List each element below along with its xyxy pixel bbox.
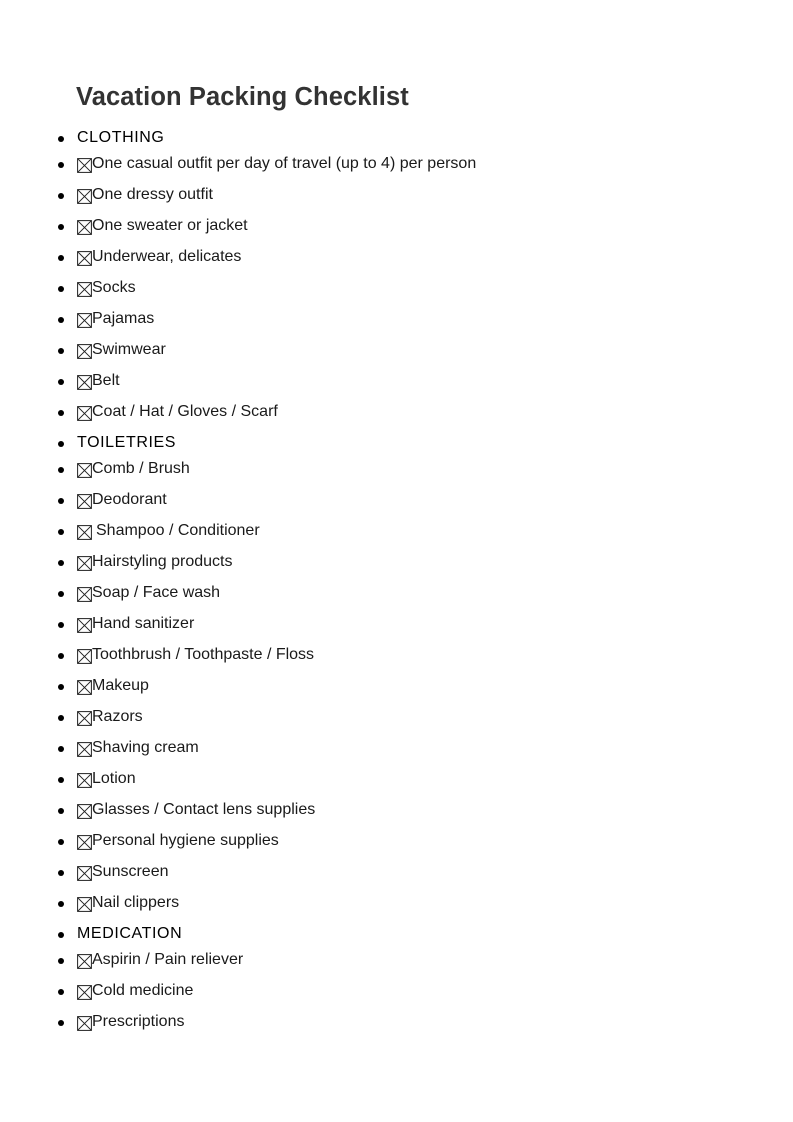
section-label: MEDICATION [77,925,183,942]
checklist-item-text: One casual outfit per day of travel (up to 4) per person [92,155,477,172]
bullet [58,653,64,659]
checklist-item-text: Toothbrush / Toothpaste / Floss [92,646,315,663]
boxed-x-icon [77,1016,92,1031]
document-title: Vacation Packing Checklist [76,83,409,111]
bullet [58,193,64,199]
boxed-x-icon [77,344,92,359]
boxed-x-icon [77,525,92,540]
bullet [58,622,64,628]
checklist-item-text: One sweater or jacket [92,217,248,234]
boxed-x-icon [77,954,92,969]
checklist-item-text: Comb / Brush [92,460,190,477]
boxed-x-icon [77,711,92,726]
bullet [58,410,64,416]
bullet [58,224,64,230]
boxed-x-icon [77,556,92,571]
bullet [58,317,64,323]
checklist-item-text: Cold medicine [92,982,194,999]
bullet [58,441,64,447]
bullet [58,870,64,876]
bullet [58,989,64,995]
boxed-x-icon [77,773,92,788]
boxed-x-icon [77,189,92,204]
boxed-x-icon [77,220,92,235]
boxed-x-icon [77,587,92,602]
checklist-item-text: Makeup [92,677,149,694]
bullet [58,777,64,783]
checklist-item-text: Pajamas [92,310,155,327]
section-label: CLOTHING [77,129,165,146]
boxed-x-icon [77,494,92,509]
checklist-item-text: Aspirin / Pain reliever [92,951,244,968]
boxed-x-icon [77,742,92,757]
boxed-x-icon [77,618,92,633]
checklist-item-text: Belt [92,372,120,389]
bullet [58,808,64,814]
boxed-x-icon [77,835,92,850]
checklist-item-text: Coat / Hat / Gloves / Scarf [92,403,278,420]
bullet [58,715,64,721]
checklist-item-text: Shampoo / Conditioner [96,522,260,539]
bullet [58,348,64,354]
bullet [58,286,64,292]
bullet [58,839,64,845]
boxed-x-icon [77,313,92,328]
checklist-item-text: Hand sanitizer [92,615,195,632]
checklist-item-text: Sunscreen [92,863,169,880]
boxed-x-icon [77,680,92,695]
checklist-item-text: Shaving cream [92,739,199,756]
boxed-x-icon [77,897,92,912]
boxed-x-icon [77,866,92,881]
bullet [58,379,64,385]
boxed-x-icon [77,282,92,297]
bullet [58,255,64,261]
bullet [58,529,64,535]
bullet [58,591,64,597]
bullet [58,684,64,690]
bullet [58,1020,64,1026]
checklist-item-text: Socks [92,279,136,296]
bullet [58,560,64,566]
checklist-item-text: Personal hygiene supplies [92,832,279,849]
checklist-item-text: Soap / Face wash [92,584,221,601]
checklist-item-text: Deodorant [92,491,167,508]
boxed-x-icon [77,649,92,664]
boxed-x-icon [77,375,92,390]
checklist-item-text: Lotion [92,770,136,787]
bullet [58,467,64,473]
bullet [58,901,64,907]
checklist-item-text: Swimwear [92,341,166,358]
boxed-x-icon [77,251,92,266]
checklist-item-text: Hairstyling products [92,553,233,570]
section-label: TOILETRIES [77,434,177,451]
bullet [58,932,64,938]
checklist-item-text: One dressy outfit [92,186,213,203]
checklist-item-text: Razors [92,708,143,725]
bullet [58,136,64,142]
checklist-item-text: Underwear, delicates [92,248,242,265]
boxed-x-icon [77,406,92,421]
boxed-x-icon [77,158,92,173]
bullet [58,958,64,964]
checklist-item-text: Glasses / Contact lens supplies [92,801,316,818]
bullet [58,162,64,168]
checklist-item-text: Nail clippers [92,894,180,911]
checklist-item-text: Prescriptions [92,1013,185,1030]
boxed-x-icon [77,463,92,478]
bullet [58,498,64,504]
boxed-x-icon [77,804,92,819]
bullet [58,746,64,752]
boxed-x-icon [77,985,92,1000]
